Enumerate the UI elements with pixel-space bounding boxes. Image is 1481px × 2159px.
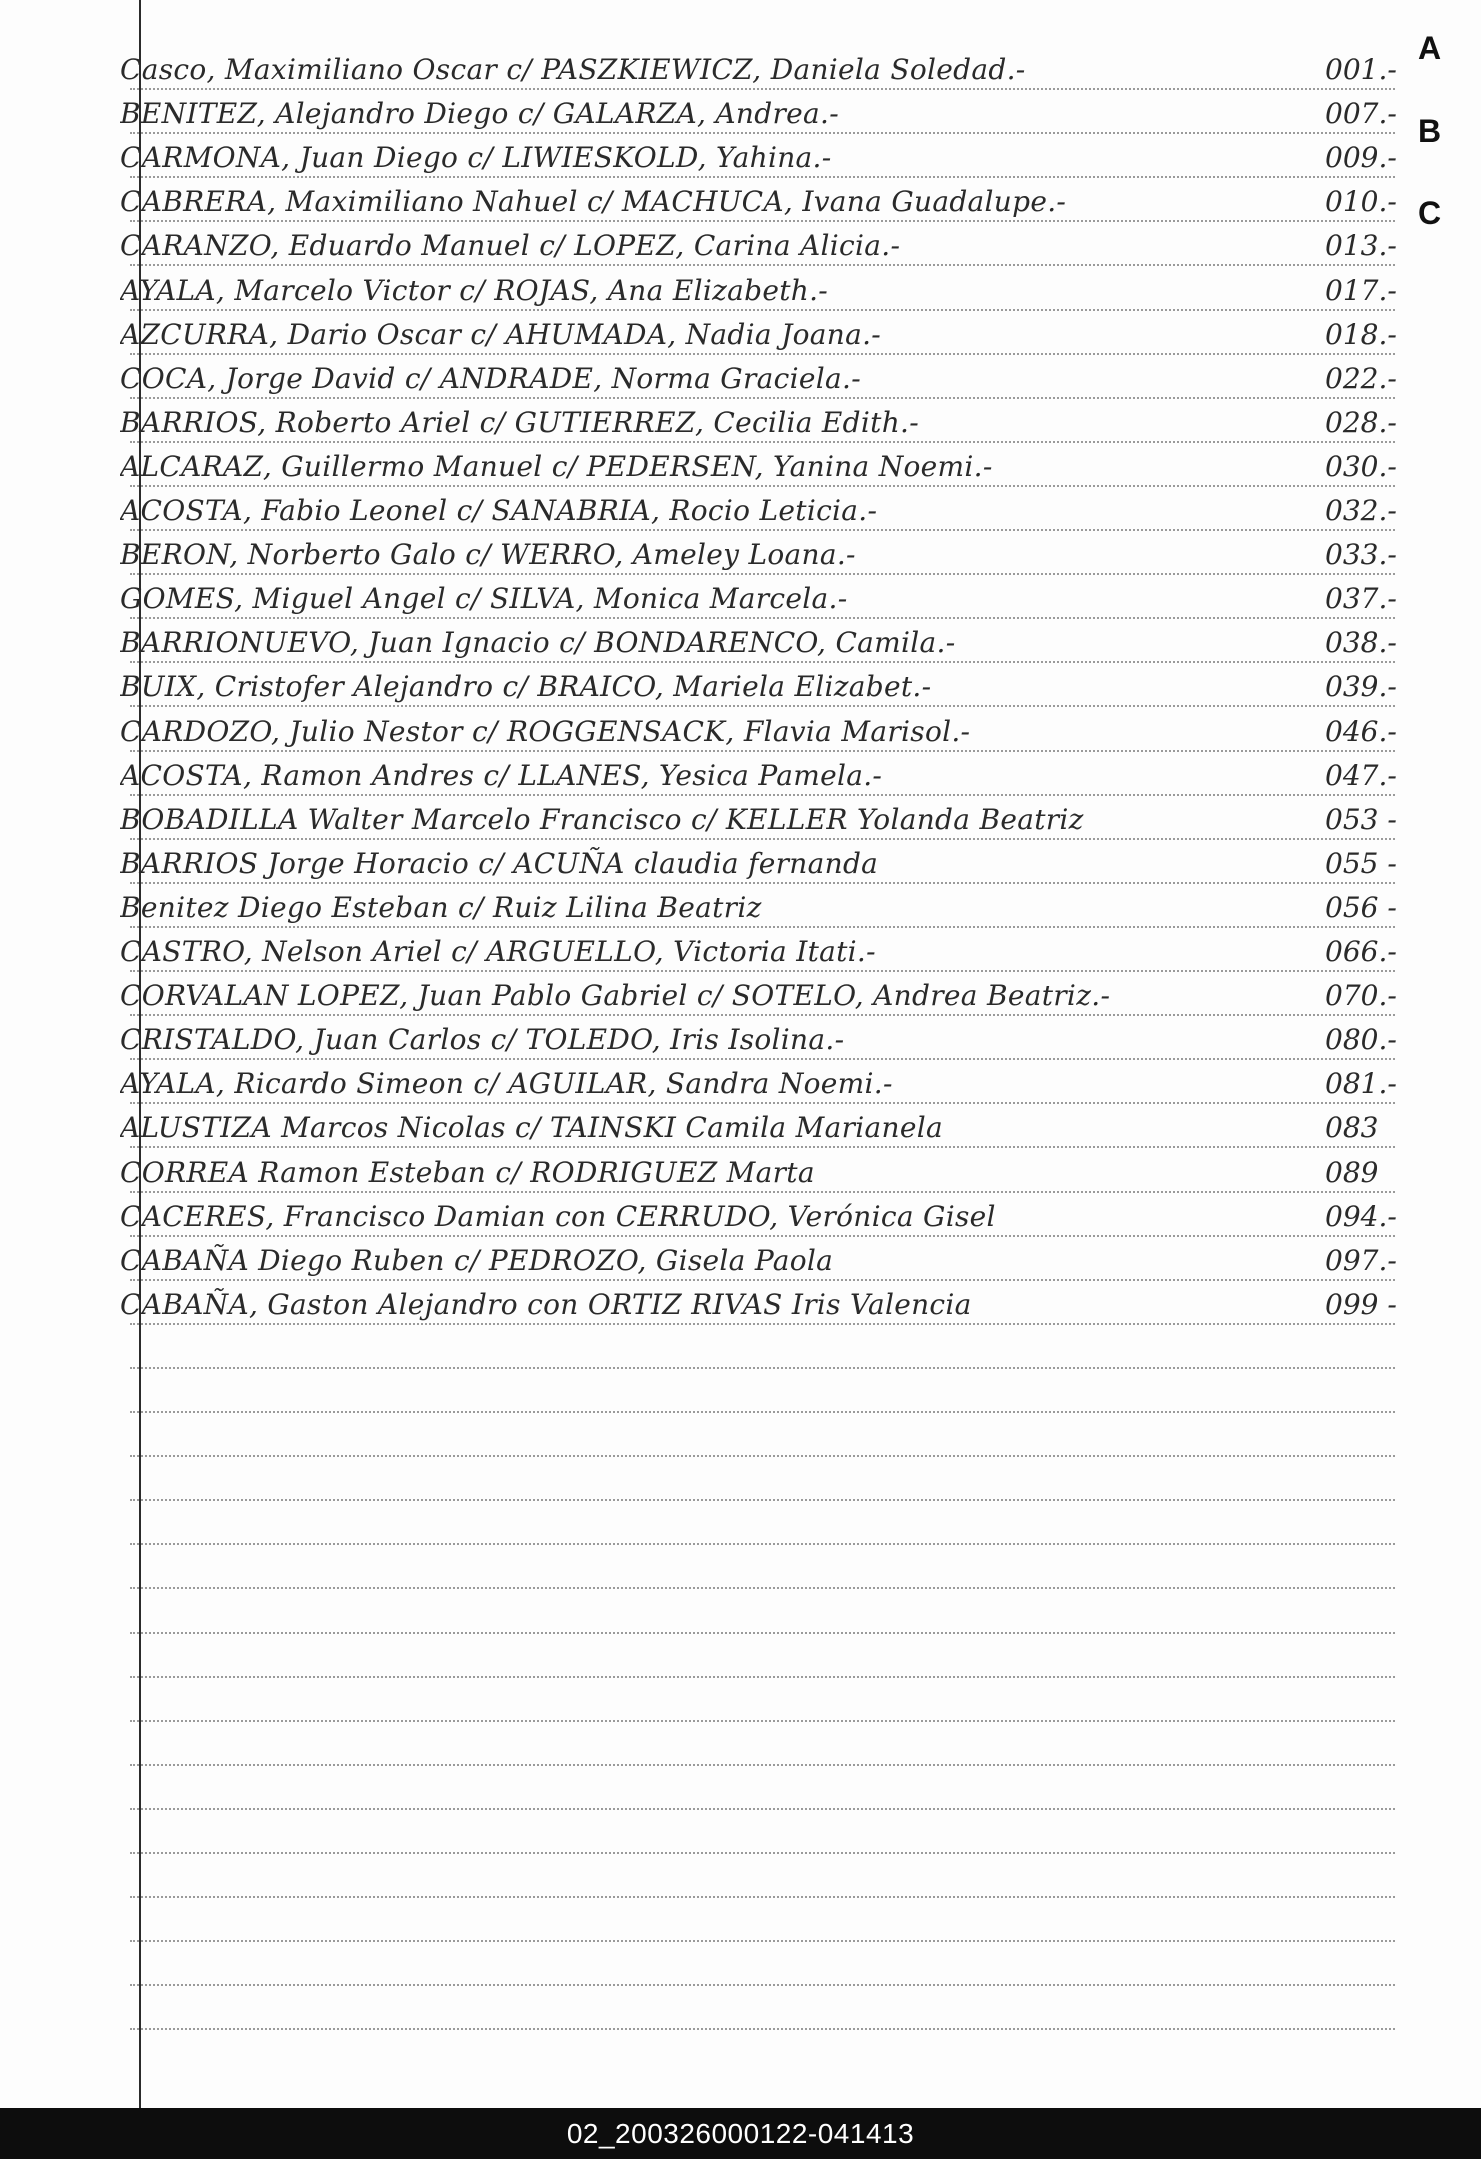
entry-names: ALUSTIZA Marcos Nicolas c/ TAINSKI Camila Marianela	[120, 1111, 943, 1144]
entry-names: GOMES, Miguel Angel c/ SILVA, Monica Marcela.-	[120, 582, 848, 615]
entry-names: BUIX, Cristofer Alejandro c/ BRAICO, Mariela Elizabet.-	[120, 670, 932, 703]
list-item	[120, 661, 1440, 705]
entry-number: 047.-	[1325, 759, 1397, 792]
entry-number: 001.-	[1325, 53, 1397, 86]
ruled-line	[130, 1367, 1395, 1369]
entry-number: 046.-	[1325, 715, 1397, 748]
marker-b: B	[1418, 113, 1442, 149]
ruled-line	[130, 1764, 1395, 1766]
scan-id: 02_200326000122-041413	[566, 2117, 915, 2149]
list-item	[120, 617, 1440, 661]
list-item	[120, 1014, 1440, 1058]
list-item	[120, 1279, 1440, 1323]
list-item	[120, 265, 1440, 309]
entry-names: BARRIOS Jorge Horacio c/ ACUÑA claudia fernanda	[120, 847, 879, 880]
list-item	[120, 132, 1440, 176]
entry-names: BENITEZ, Alejandro Diego c/ GALARZA, Andrea.-	[120, 97, 839, 130]
list-item	[120, 926, 1440, 970]
list-item	[120, 882, 1440, 926]
entry-number: 097.-	[1325, 1244, 1397, 1277]
entry-number: 080.-	[1325, 1023, 1397, 1056]
list-item	[120, 750, 1440, 794]
entry-number: 010.-	[1325, 185, 1397, 218]
entry-names: Benitez Diego Esteban c/ Ruiz Lilina Beatriz	[120, 891, 762, 924]
entry-names: CASTRO, Nelson Ariel c/ ARGUELLO, Victoria Itati.-	[120, 935, 876, 968]
entry-number: 030.-	[1325, 450, 1397, 483]
entry-number: 013.-	[1325, 229, 1397, 262]
entry-names: CABRERA, Maximiliano Nahuel c/ MACHUCA, Ivana Guadalupe.-	[120, 185, 1067, 218]
list-item	[120, 485, 1440, 529]
entry-number: 032.-	[1325, 494, 1397, 527]
entry-names: CARANZO, Eduardo Manuel c/ LOPEZ, Carina Alicia.-	[120, 229, 901, 262]
entry-number: 083	[1325, 1111, 1379, 1144]
entry-names: AYALA, Ricardo Simeon c/ AGUILAR, Sandra Noemi.-	[120, 1067, 893, 1100]
ruled-line	[130, 1808, 1395, 1810]
entry-number: 038.-	[1325, 626, 1397, 659]
entry-names: CORREA Ramon Esteban c/ RODRIGUEZ Marta	[120, 1156, 815, 1189]
list-item	[120, 397, 1440, 441]
list-item	[120, 529, 1440, 573]
list-item	[120, 573, 1440, 617]
entry-number: 070.-	[1325, 979, 1397, 1012]
list-item	[120, 309, 1440, 353]
entry-number: 017.-	[1325, 274, 1397, 307]
list-item	[120, 1235, 1440, 1279]
entry-names: BOBADILLA Walter Marcelo Francisco c/ KELLER Yolanda Beatriz	[120, 803, 1084, 836]
entry-number: 056 -	[1325, 891, 1397, 924]
entry-number: 081.-	[1325, 1067, 1397, 1100]
entry-names: BARRIONUEVO, Juan Ignacio c/ BONDARENCO, Camila.-	[120, 626, 956, 659]
entry-names: ALCARAZ, Guillermo Manuel c/ PEDERSEN, Yanina Noemi.-	[120, 450, 993, 483]
ruled-line	[130, 1499, 1395, 1501]
list-item	[120, 970, 1440, 1014]
ruled-line	[130, 1896, 1395, 1898]
entry-number: 053 -	[1325, 803, 1397, 836]
entry-names: CARMONA, Juan Diego c/ LIWIESKOLD, Yahina.-	[120, 141, 832, 174]
ruled-line	[130, 1852, 1395, 1854]
list-item	[120, 88, 1440, 132]
entry-number: 099 -	[1325, 1288, 1397, 1321]
entry-number: 089	[1325, 1156, 1379, 1189]
entry-number: 007.-	[1325, 97, 1397, 130]
entry-names: AZCURRA, Dario Oscar c/ AHUMADA, Nadia Joana.-	[120, 318, 882, 351]
ruled-line	[130, 1984, 1395, 1986]
entry-names: BERON, Norberto Galo c/ WERRO, Ameley Loana.-	[120, 538, 856, 571]
scan-footer	[0, 2108, 1481, 2159]
entry-names: AYALA, Marcelo Victor c/ ROJAS, Ana Elizabeth.-	[120, 274, 829, 307]
list-item	[120, 353, 1440, 397]
ruled-line	[130, 1720, 1395, 1722]
list-item	[120, 794, 1440, 838]
ruled-line	[130, 2028, 1395, 2030]
list-item	[120, 1058, 1440, 1102]
ruled-line	[130, 1323, 1395, 1325]
entry-names: COCA, Jorge David c/ ANDRADE, Norma Graciela.-	[120, 362, 861, 395]
list-item	[120, 706, 1440, 750]
list-item	[120, 1102, 1440, 1146]
entry-names: CACERES, Francisco Damian con CERRUDO, Verónica Gisel	[120, 1200, 996, 1233]
ruled-line	[130, 1940, 1395, 1942]
ruled-line	[130, 1455, 1395, 1457]
list-item	[120, 44, 1440, 88]
entry-number: 022.-	[1325, 362, 1397, 395]
ruled-line	[130, 1543, 1395, 1545]
entry-number: 066.-	[1325, 935, 1397, 968]
entry-number: 055 -	[1325, 847, 1397, 880]
entry-number: 033.-	[1325, 538, 1397, 571]
marker-a: A	[1418, 30, 1442, 66]
entry-number: 037.-	[1325, 582, 1397, 615]
entry-names: ACOSTA, Fabio Leonel c/ SANABRIA, Rocio Leticia.-	[120, 494, 878, 527]
ruled-line	[130, 1587, 1395, 1589]
ruled-line	[130, 1676, 1395, 1678]
entry-names: CORVALAN LOPEZ, Juan Pablo Gabriel c/ SOTELO, Andrea Beatriz.-	[120, 979, 1111, 1012]
entry-names: CARDOZO, Julio Nestor c/ ROGGENSACK, Flavia Marisol.-	[120, 715, 971, 748]
ruled-line	[130, 1411, 1395, 1413]
entry-names: CRISTALDO, Juan Carlos c/ TOLEDO, Iris Isolina.-	[120, 1023, 845, 1056]
entry-names: Casco, Maximiliano Oscar c/ PASZKIEWICZ, Daniela Soledad.-	[120, 53, 1026, 86]
entry-names: BARRIOS, Roberto Ariel c/ GUTIERREZ, Cecilia Edith.-	[120, 406, 919, 439]
entry-number: 028.-	[1325, 406, 1397, 439]
list-item	[120, 176, 1440, 220]
entry-number: 039.-	[1325, 670, 1397, 703]
list-item	[120, 1147, 1440, 1191]
entry-number: 009.-	[1325, 141, 1397, 174]
entry-number: 018.-	[1325, 318, 1397, 351]
list-item	[120, 441, 1440, 485]
entry-names: CABAÑA Diego Ruben c/ PEDROZO, Gisela Paola	[120, 1244, 834, 1277]
list-item	[120, 838, 1440, 882]
marker-c: C	[1418, 195, 1442, 231]
list-item	[120, 220, 1440, 264]
entry-number: 094.-	[1325, 1200, 1397, 1233]
entry-names: ACOSTA, Ramon Andres c/ LLANES, Yesica Pamela.-	[120, 759, 883, 792]
ruled-line	[130, 1632, 1395, 1634]
entry-names: CABAÑA, Gaston Alejandro con ORTIZ RIVAS Iris Valencia	[120, 1288, 972, 1321]
list-item	[120, 1191, 1440, 1235]
